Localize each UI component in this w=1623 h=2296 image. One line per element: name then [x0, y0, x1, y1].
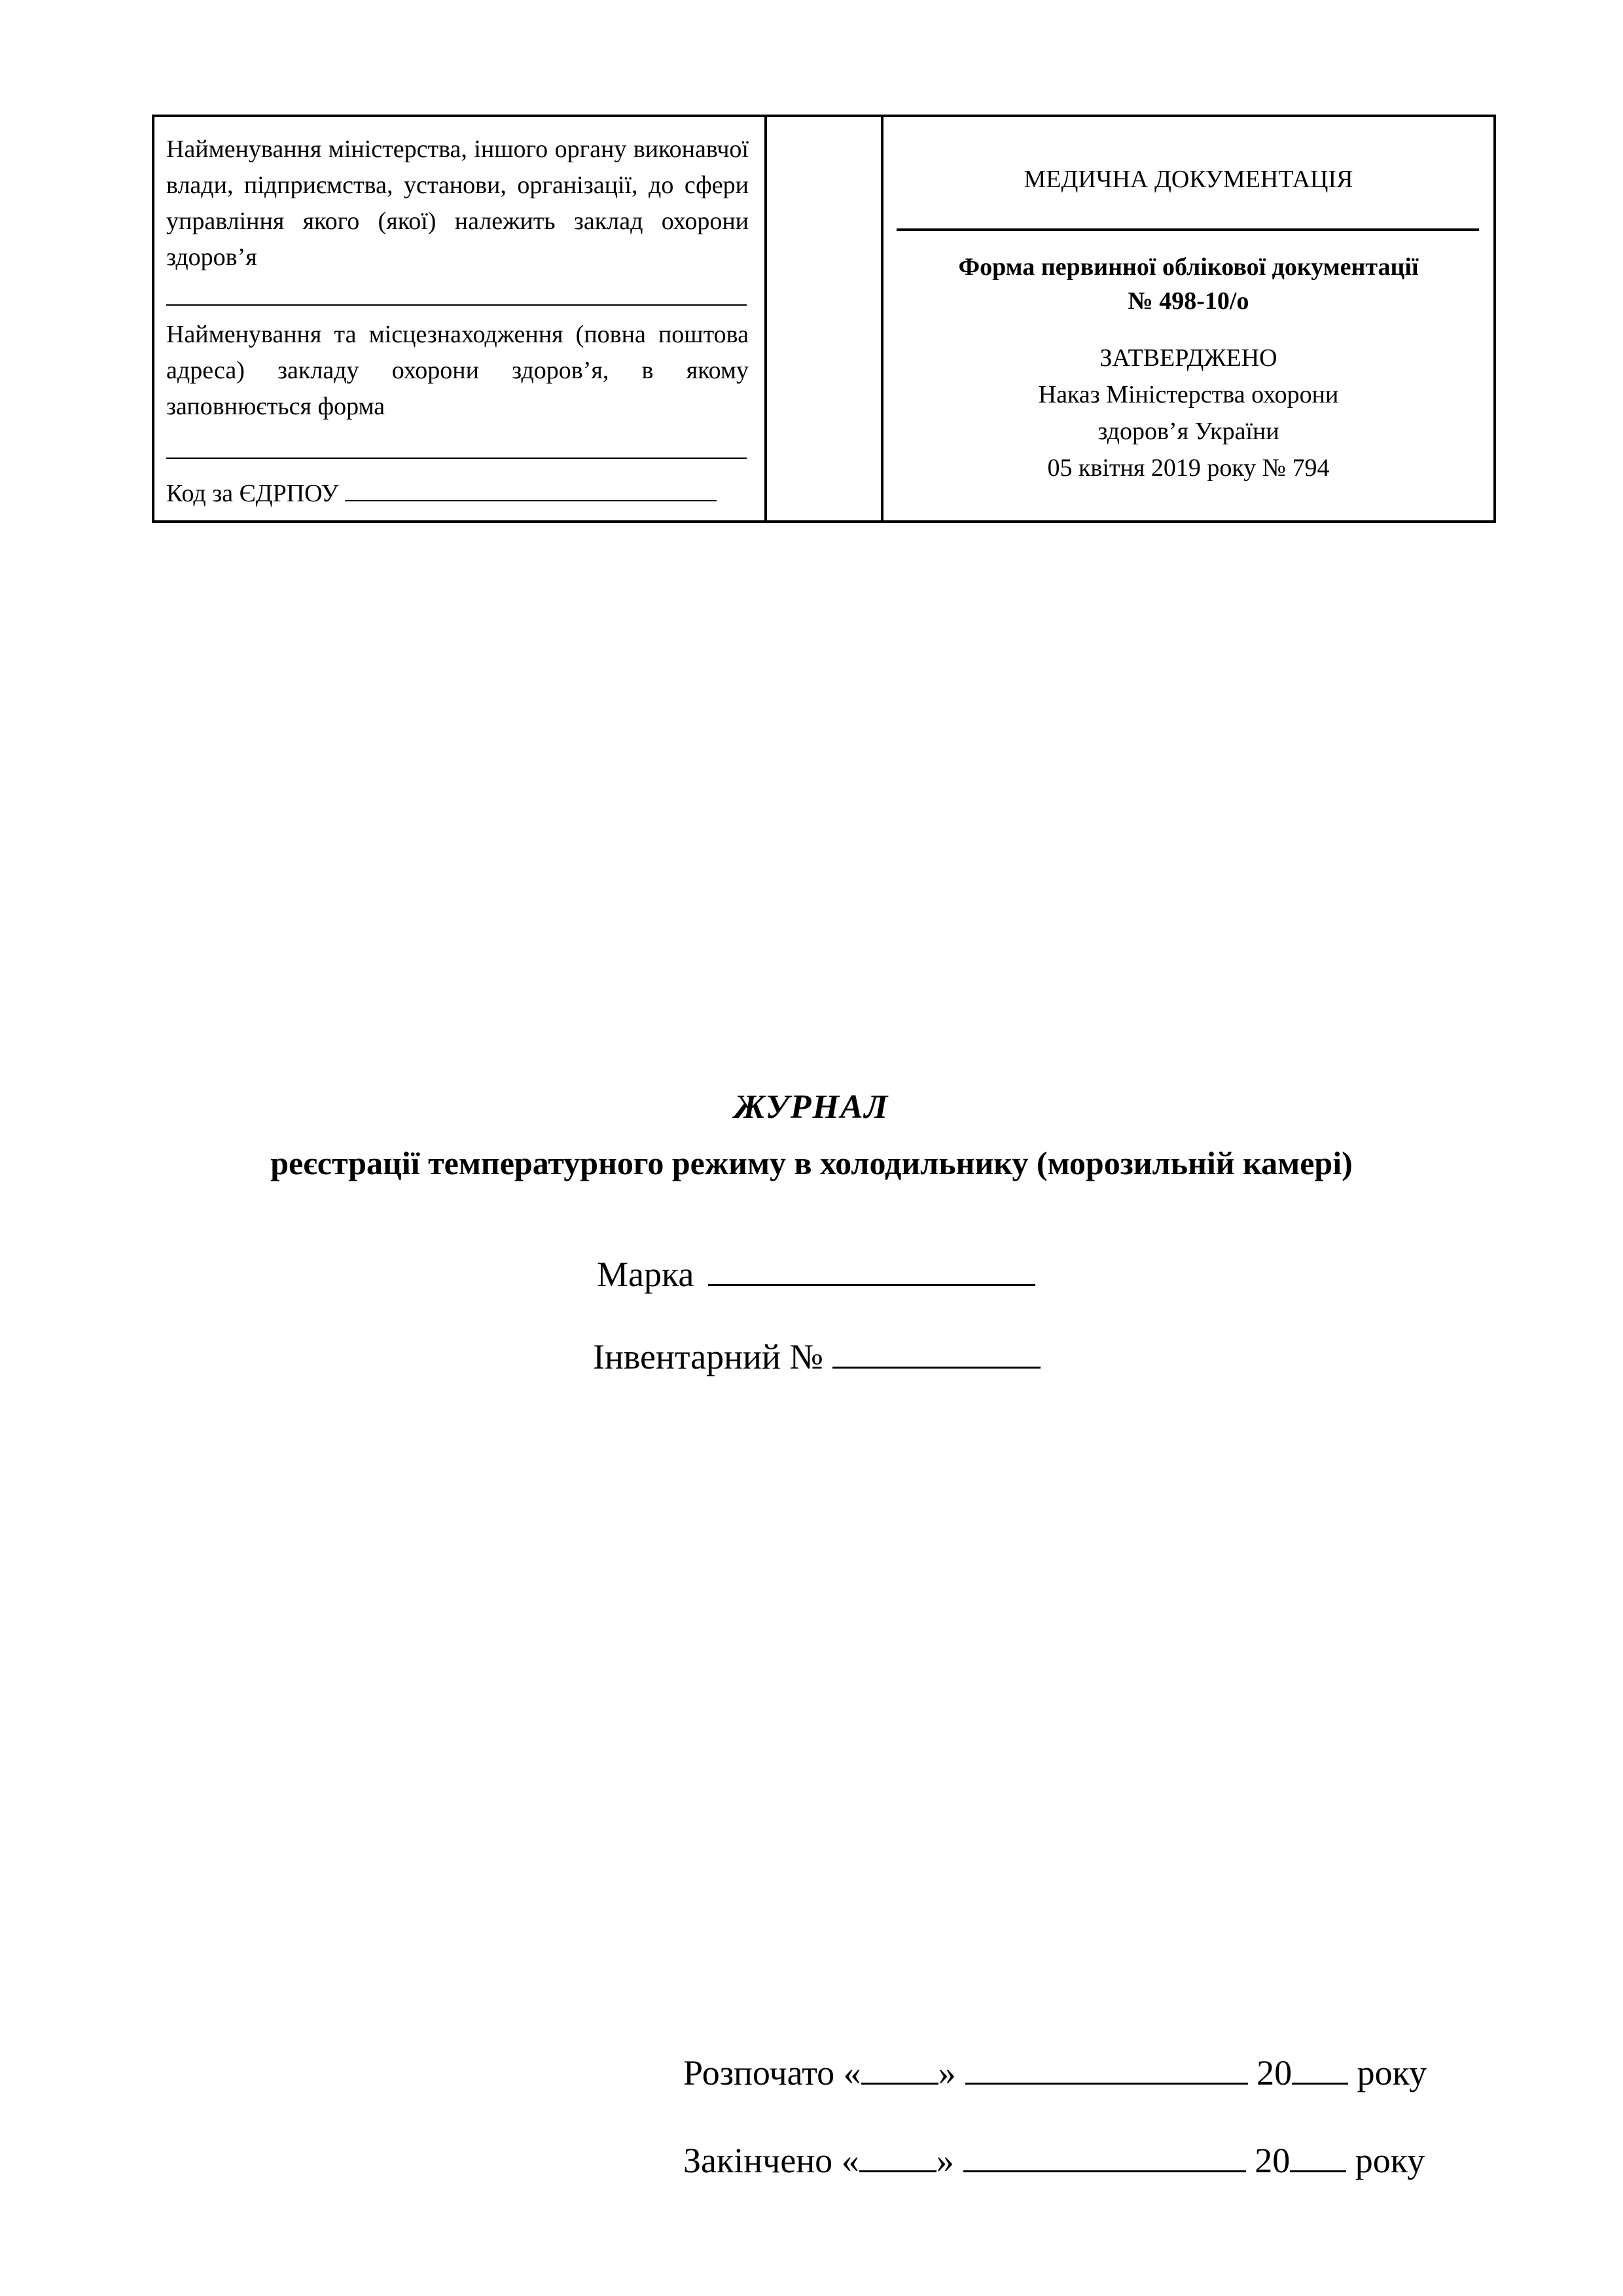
facility-fill-line[interactable]	[166, 457, 747, 459]
form-number: № 498-10/о	[1128, 287, 1249, 315]
order-date: 05 квітня 2019 року № 794	[1047, 454, 1330, 482]
start-date-row	[683, 2053, 1427, 2093]
year-suffix: року	[1355, 2141, 1425, 2180]
end-year-fill-line[interactable]	[1290, 2170, 1346, 2172]
ministry-label: Найменування міністерства, іншого органу виконавчої влади, підприємства, установи, організації, до сфери управління якого (якої) належить заклад охорони здоров’я	[166, 135, 749, 271]
edrpou-label: Код за ЄДРПОУ	[166, 480, 339, 507]
journal-title: ЖУРНАЛ	[734, 1088, 889, 1126]
end-month-fill-line[interactable]	[963, 2170, 1246, 2172]
brand-label: Марка	[597, 1255, 694, 1294]
inventory-fill-line[interactable]	[832, 1367, 1041, 1369]
form-title-block	[897, 250, 1480, 318]
year-suffix: року	[1357, 2053, 1427, 2092]
year-prefix: 20	[1257, 2053, 1293, 2092]
end-date-row	[683, 2140, 1425, 2181]
finished-label: Закінчено	[683, 2141, 833, 2180]
inventory-field	[593, 1336, 1041, 1377]
header-left-cell	[154, 117, 767, 520]
open-quote: «	[841, 2141, 859, 2180]
ministry-fill-line[interactable]	[166, 304, 747, 306]
edrpou-row	[166, 476, 749, 512]
start-year-fill-line[interactable]	[1292, 2083, 1348, 2085]
header-divider	[897, 228, 1479, 231]
start-month-fill-line[interactable]	[965, 2083, 1248, 2085]
approval-block	[897, 340, 1480, 486]
year-prefix: 20	[1255, 2141, 1291, 2180]
journal-subtitle: реєстрації температурного режиму в холодильнику (морозильній камері)	[270, 1145, 1353, 1181]
header-right-cell	[883, 117, 1493, 520]
order-line-2: здоров’я України	[1097, 418, 1279, 445]
end-day-fill-line[interactable]	[859, 2170, 936, 2172]
facility-label: Найменування та місцезнаходження (повна поштова адреса) закладу охорони здоров’я, в якому заповнюється форма	[166, 321, 749, 420]
inventory-label: Інвентарний №	[593, 1337, 823, 1376]
approved-label: ЗАТВЕРДЖЕНО	[1099, 344, 1277, 372]
header-table	[152, 115, 1496, 523]
medical-doc-label: МЕДИЧНА ДОКУМЕНТАЦІЯ	[1024, 166, 1353, 193]
brand-field	[597, 1254, 1035, 1295]
close-quote: »	[936, 2141, 954, 2180]
open-quote: «	[843, 2053, 861, 2092]
order-line-1: Наказ Міністерства охорони	[1038, 381, 1339, 408]
brand-fill-line[interactable]	[708, 1284, 1035, 1286]
header-middle-cell	[767, 117, 883, 520]
started-label: Розпочато	[683, 2053, 835, 2092]
form-title: Форма первинної облікової документації	[958, 253, 1419, 281]
close-quote: »	[938, 2053, 956, 2092]
edrpou-fill-line[interactable]	[345, 500, 717, 501]
start-day-fill-line[interactable]	[861, 2083, 938, 2085]
